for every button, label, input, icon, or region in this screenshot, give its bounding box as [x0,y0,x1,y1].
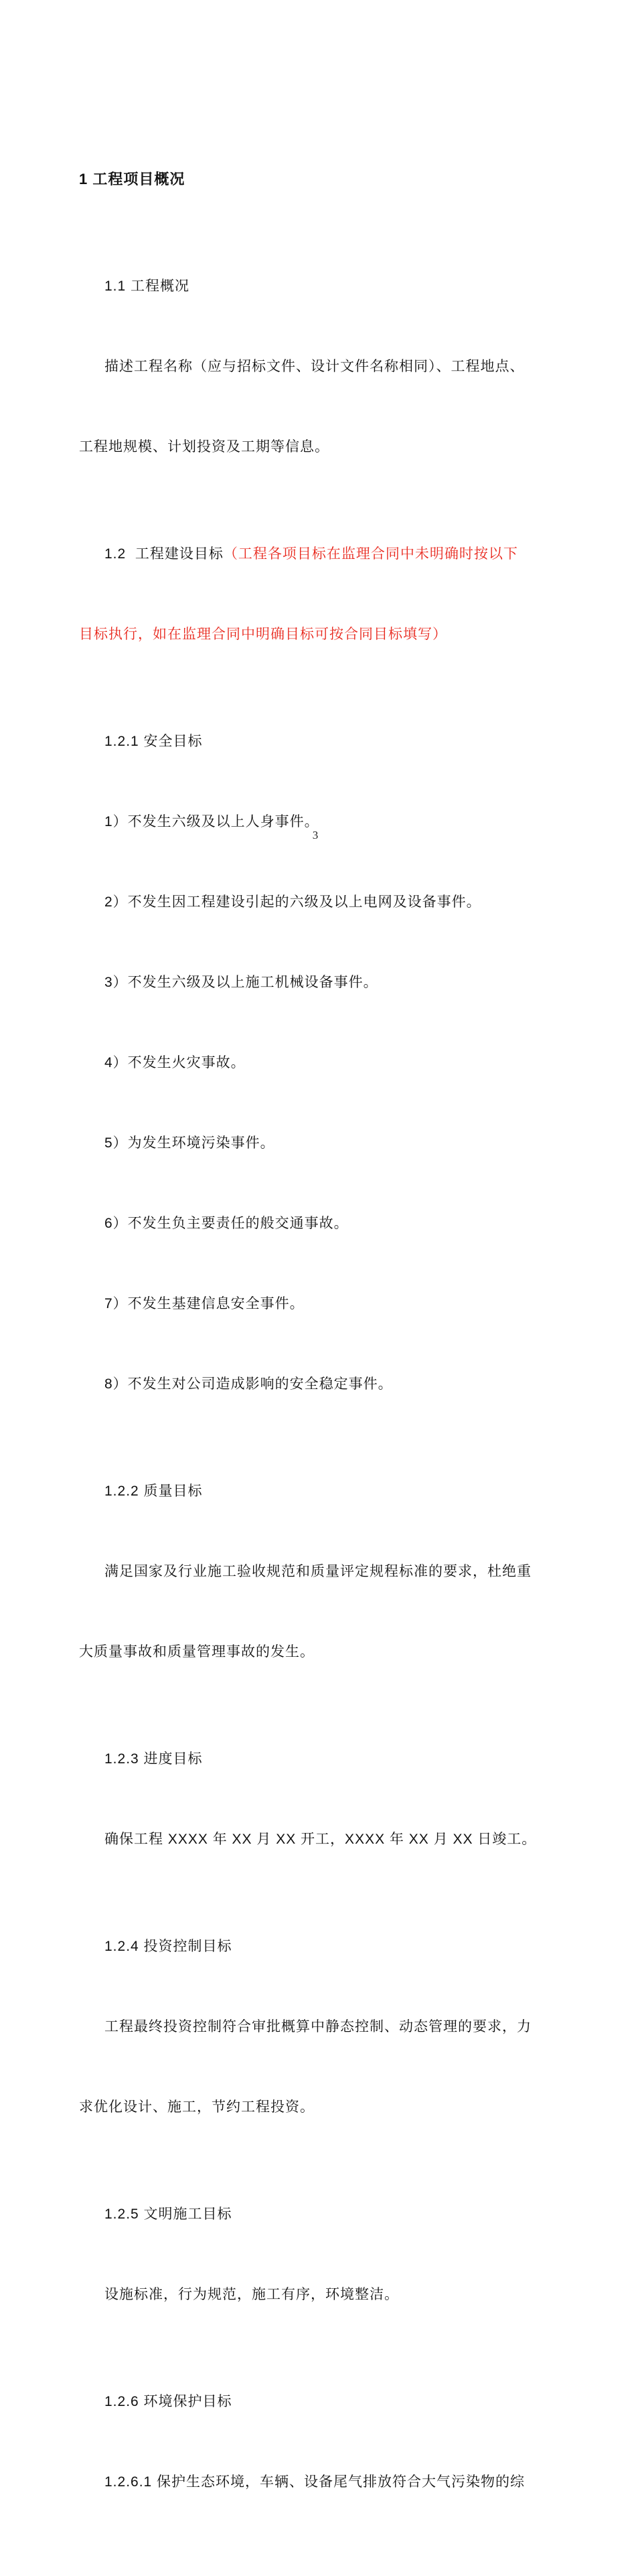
paragraph-line-civilized-construction-goal: 设施标准，行为规范，施工有序，环境整洁。 [104,2287,399,2302]
safety-goal-item-1: 1）不发生六级及以上人身事件。 [104,814,319,829]
paragraph-line-quality-goal-2: 大质量事故和质量管理事故的发生。 [79,1644,315,1660]
safety-goal-item-8: 8）不发生对公司造成影响的安全稳定事件。 [104,1376,393,1392]
section-title-1-2-6: 1.2.6 环境保护目标 [104,2394,232,2409]
safety-goal-item-7: 7）不发生基建信息安全事件。 [104,1296,305,1311]
paragraph-line-environment-goal: 1.2.6.1 保护生态环境，车辆、设备尾气排放符合大气污染物的综 [104,2474,526,2490]
safety-goal-item-4: 4）不发生火灾事故。 [104,1055,246,1070]
section-title-1-2-5: 1.2.5 文明施工目标 [104,2206,232,2222]
page-number: 3 [312,829,319,841]
paragraph-line-project-description-2: 工程地规模、计划投资及工期等信息。 [79,439,329,455]
section-title-1-2-1: 1.2.1 安全目标 [104,734,203,749]
paragraph-line-investment-goal-1: 工程最终投资控制符合审批概算中静态控制、动态管理的要求，力 [104,2019,532,2034]
section-title-1-2-label: 1.2 工程建设目标 [104,546,224,562]
red-note-line-1: （工程各项目标在监理合同中未明确时按以下 [223,546,518,562]
paragraph-line-project-description-1: 描述工程名称（应与招标文件、设计文件名称相同）、工程地点、 [104,359,525,374]
safety-goal-item-6: 6）不发生负主要责任的般交通事故。 [104,1216,349,1231]
document-body [79,86,552,2576]
red-note-line-2: 目标执行，如在监理合同中明确目标可按合同目标填写） [79,627,447,642]
paragraph-line-schedule-goal: 确保工程 XXXX 年 XX 月 XX 开工，XXXX 年 XX 月 XX 日竣工。 [104,1832,537,1847]
section-title-1-2-4: 1.2.4 投资控制目标 [104,1939,232,1954]
section-title-1-2-2: 1.2.2 质量目标 [104,1483,203,1499]
heading-project-overview: 1 工程项目概况 [79,171,185,187]
section-title-1-1: 1.1 工程概况 [104,278,190,294]
safety-goal-item-3: 3）不发生六级及以上施工机械设备事件。 [104,975,378,990]
section-title-1-2-3: 1.2.3 进度目标 [104,1751,203,1767]
safety-goal-item-5: 5）为发生环境污染事件。 [104,1135,275,1151]
section-title-1-2 [79,541,552,568]
safety-goal-item-2: 2）不发生因工程建设引起的六级及以上电网及设备事件。 [104,894,481,910]
paragraph-line-quality-goal-1: 满足国家及行业施工验收规范和质量评定规程标准的要求，杜绝重 [104,1564,532,1579]
paragraph-line-investment-goal-2: 求优化设计、施工，节约工程投资。 [79,2099,315,2115]
